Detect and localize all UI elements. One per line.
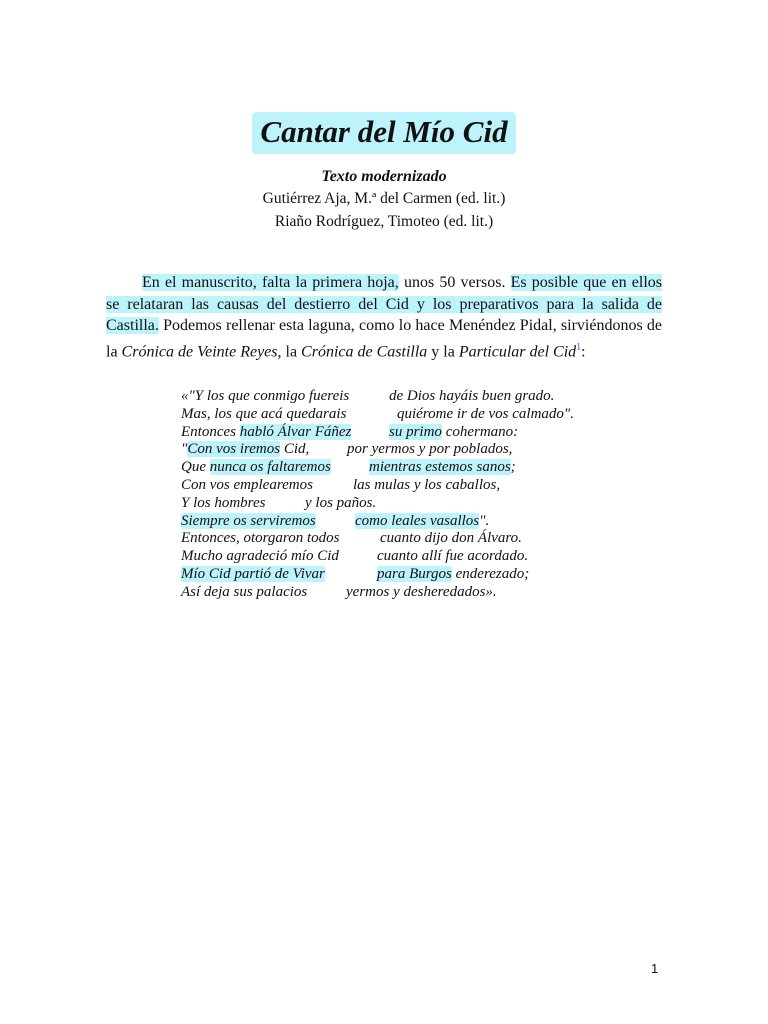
second-hemistich: las mulas y los caballos,: [353, 476, 501, 493]
work-title: Crónica de Veinte Reyes: [121, 342, 278, 360]
work-title: Crónica de Castilla: [301, 342, 428, 360]
verse-line: [181, 495, 621, 513]
highlighted-text: En el manuscrito, falta la primera hoja,: [142, 274, 399, 291]
first-hemistich: Y los hombres: [181, 494, 266, 511]
verse-line: [181, 388, 621, 406]
highlighted-text: Mío Cid partió de Vivar: [181, 565, 325, 582]
editor-line: Riaño Rodríguez, Timoteo (ed. lit.): [274, 213, 494, 230]
first-hemistich: [181, 566, 325, 584]
verse-line: [181, 459, 621, 477]
second-hemistich: yermos y desheredados».: [346, 583, 497, 600]
verse-text: ": [181, 441, 188, 458]
verse-line: [181, 548, 621, 566]
verse-text: Entonces: [181, 423, 240, 440]
second-hemistich: [389, 424, 518, 442]
first-hemistich: [181, 441, 309, 459]
highlighted-text: como leales vasallos: [355, 512, 480, 529]
page-number: 1: [651, 961, 659, 976]
verse-line: [181, 424, 621, 442]
poem-block: [181, 388, 621, 602]
intro-text: y la: [427, 342, 459, 360]
highlighted-text: nunca os faltaremos: [209, 459, 331, 476]
highlighted-text: su primo: [389, 423, 442, 440]
verse-line: [181, 530, 621, 548]
first-hemistich: Mucho agradeció mío Cid: [181, 548, 339, 565]
highlighted-text: Siempre os serviremos: [181, 512, 316, 529]
highlighted-text: Con vos iremos: [187, 441, 281, 458]
highlighted-text: Es posible que en ellos se relataran las causas del destierro del Cid y los preparativos para la salida de Castilla.: [106, 274, 662, 334]
verse-text: ;: [510, 459, 516, 476]
second-hemistich: y los paños.: [305, 494, 377, 511]
intro-text: unos 50 versos.: [398, 274, 511, 291]
verse-line: [181, 566, 621, 584]
document-title: Cantar del Mío Cid: [252, 112, 515, 154]
first-hemistich: [181, 513, 316, 531]
verse-line: [181, 584, 621, 602]
second-hemistich: quiérome ir de vos calmado".: [397, 405, 574, 422]
second-hemistich: cuanto dijo don Álvaro.: [380, 530, 522, 547]
verse-text: cohermano:: [441, 423, 519, 440]
work-title: Particular del Cid: [458, 342, 577, 360]
first-hemistich: [181, 424, 351, 442]
intro-text: Podemos rellenar esta laguna, como lo hace Menéndez Pidal, sirviéndonos de la: [106, 317, 662, 360]
first-hemistich: [181, 459, 331, 477]
verse-text: Cid,: [280, 441, 310, 458]
highlighted-text: para Burgos: [377, 565, 452, 582]
highlighted-text: mientras estemos sanos: [369, 459, 511, 476]
intro-paragraph: [106, 272, 662, 362]
verse-text: enderezado;: [451, 565, 530, 582]
intro-text: , la: [277, 342, 302, 360]
second-hemistich: [369, 459, 516, 477]
first-hemistich: «"Y los que conmigo fuereis: [181, 388, 350, 404]
verse-line: [181, 477, 621, 495]
verse-line: [181, 406, 621, 424]
first-hemistich: Entonces, otorgaron todos: [181, 530, 340, 547]
title-block: [0, 112, 768, 232]
second-hemistich: de Dios hayáis buen grado.: [389, 388, 555, 404]
verse-text: ".: [479, 512, 490, 529]
editor-line: Gutiérrez Aja, M.ª del Carmen (ed. lit.): [262, 190, 506, 207]
first-hemistich: Con vos emplearemos: [181, 476, 313, 493]
verse-line: [181, 513, 621, 531]
first-hemistich: Así deja sus palacios: [181, 583, 308, 600]
footnote-link[interactable]: 1: [576, 341, 582, 353]
second-hemistich: [377, 566, 529, 584]
first-hemistich: Mas, los que acá quedarais: [181, 405, 347, 422]
second-hemistich: por yermos y por poblados,: [347, 441, 513, 458]
second-hemistich: cuanto allí fue acordado.: [377, 548, 529, 565]
highlighted-text: habló Álvar Fáñez: [239, 423, 352, 440]
document-subtitle: Texto modernizado: [321, 168, 447, 185]
second-hemistich: [355, 513, 489, 531]
verse-text: Que: [181, 459, 210, 476]
verse-line: [181, 441, 621, 459]
intro-text: :: [581, 342, 586, 360]
